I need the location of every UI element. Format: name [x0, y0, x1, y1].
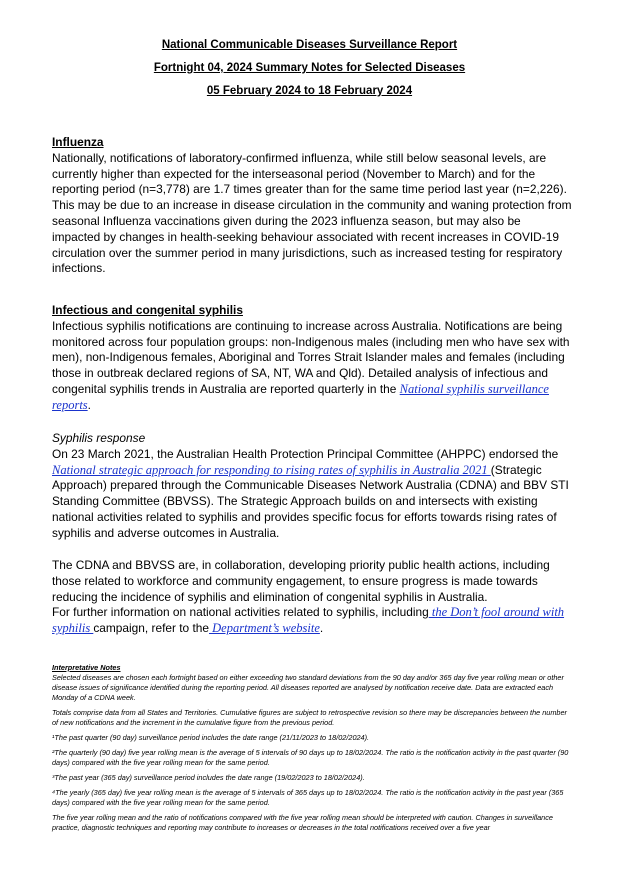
note-selection: Selected diseases are chosen each fortnight based on either exceeding two standard deviations from the 90 day and/or 365 day five year rolling mean or other disease issues of significance identified during the reporting period. All diseases reported are analysed by notification receive date. Data are extracted each Monday of a CDNA week. [52, 673, 564, 702]
national-strategic-approach-link[interactable]: National strategic approach for responding to rising rates of syphilis in Australia 2021 [52, 462, 491, 477]
further-mid-text: campaign, refer to the [93, 621, 209, 636]
syphilis-response-heading: Syphilis response [52, 431, 146, 445]
note-caution: The five year rolling mean and the ratio of notifications compared with the five year rolling mean should be interpreted with caution. Changes in surveillance practice, diagnostic techniques and reporting may contribute to increases or decreases in the total notifications received over a five year [52, 813, 553, 832]
syphilis-response-section [52, 431, 572, 542]
further-pre-text: For further information on national activities related to syphilis, including [52, 605, 429, 620]
cdna-paragraph: The CDNA and BBVSS are, in collaboration, developing priority public health actions, including those related to workforce and community engagement, to ensure progress is made towards reducing the incidence of syphilis and elimination of congenital syphilis in Australia. [52, 558, 550, 604]
influenza-heading: Influenza [52, 135, 104, 149]
influenza-section [52, 135, 572, 277]
syphilis-response-paragraph [52, 447, 572, 542]
syphilis-body-end: . [87, 397, 91, 412]
syphilis-paragraph [52, 319, 572, 414]
syphilis-heading: Infectious and congenital syphilis [52, 303, 243, 317]
dont-fool-around-campaign-link[interactable]: the Don’t fool around with syphilis [52, 605, 565, 636]
further-info-paragraph [52, 605, 572, 637]
note-yearly-mean: ⁴The yearly (365 day) five year rolling mean is the average of 5 intervals of 365 days up to 18/02/2024. The ratio is the notification activity in the past year (365 days) compared with the five year rolling mean for the same period. [52, 788, 564, 807]
influenza-paragraph: Nationally, notifications of laboratory-confirmed influenza, while still below seasonal levels, are currently higher than expected for the interseasonal period (November to March) and for the reporting period (n=3,778) are 1.7 times greater than for the same time period last year (n=2,226). This may be due to an increase in disease circulation in the community and waning protection from seasonal Influenza vaccinations given during the 2023 influenza season, but may also be impacted by changes in health-seeking behaviour associated with recent increases in COVID-19 circulation over the summer period in many jurisdictions, such as increased testing for respiratory infections. [52, 150, 572, 276]
note-past-quarter: ¹The past quarter (90 day) surveillance period includes the date range (21/11/2023 to 18/02/2024). [52, 733, 370, 742]
notes-heading: Interpretative Notes [52, 663, 121, 672]
note-quarterly-mean: ²The quarterly (90 day) five year rolling mean is the average of 5 intervals of 90 days up to 18/02/2024. The ratio is the notification activity in the past quarter (90 days) compared with the five year rolling mean for the same period. [52, 748, 569, 767]
further-end-text: . [319, 621, 324, 636]
syphilis-section [52, 303, 572, 414]
note-past-year: ³The past year (365 day) surveillance period includes the date range (19/02/2023 to 18/02/2024). [52, 773, 365, 782]
national-syphilis-reports-link[interactable]: National syphilis surveillance reports [52, 381, 549, 412]
cdna-section [52, 558, 572, 637]
response-post-text: (Strategic Approach) prepared through the Communicable Diseases Network Australia (CDNA) and BBV STI Standing Committee (BBVSS). The Strategic Approach builds on and intersects with existing national activities related to syphilis and provides specific focus for efforts towards rising rates of syphilis and adverse outcomes in Australia. [52, 462, 569, 540]
report-subtitle: Fortnight 04, 2024 Summary Notes for Selected Diseases [153, 62, 466, 74]
note-totals: Totals comprise data from all States and Territories. Cumulative figures are subject to retrospective revision so there may be discrepancies between the number of new notifications and the increment in the cumulative figure from the previous period. [52, 708, 567, 727]
department-website-link[interactable]: Department’s website [209, 621, 320, 636]
report-title: National Communicable Diseases Surveillance Report [161, 39, 458, 51]
response-pre-text: On 23 March 2021, the Australian Health Protection Principal Committee (AHPPC) endorsed the [52, 446, 559, 461]
syphilis-body-text: Infectious syphilis notifications are continuing to increase across Australia. Notifications are being monitored across four population groups: non-Indigenous males (including men who have sex with men), non-Indigenous females, Aboriginal and Torres Strait Islander males and females (including those in outbreak declared regions of SA, NT, WA and Qld). Detailed analysis of infectious and congenital syphilis trends in Australia are reported quarterly in the [52, 318, 570, 396]
report-date-range: 05 February 2024 to 18 February 2024 [206, 85, 413, 97]
interpretative-notes [52, 663, 574, 838]
